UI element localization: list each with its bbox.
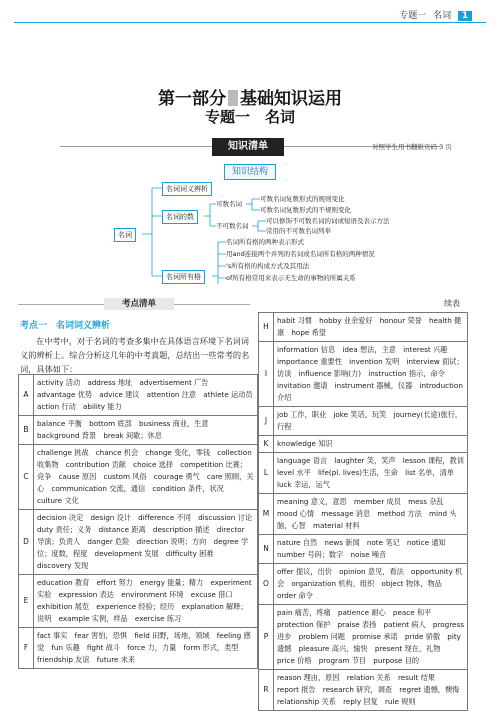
row-words: habit 习惯 hobby 业余爱好 honour 荣誉 health 健康 hope 希望	[274, 313, 468, 342]
row-words: job 工作，职业 joke 笑话，玩笑 journey(长途)旅行，行程	[274, 407, 468, 436]
uncountable-leaf: 可以修饰不可数名词的词或短语及表示方法	[266, 217, 390, 225]
row-letter: C	[19, 445, 34, 510]
row-letter: A	[19, 375, 34, 416]
vocab-row	[19, 628, 258, 669]
row-letter: P	[259, 605, 274, 670]
branch-number: 名词的数	[162, 210, 198, 224]
structure-tag: 知识结构	[224, 164, 276, 180]
row-words: challenge 挑战 chance 机会 change 变化，零钱 collection 收集物 contribution 贡献 choice 选择 competition 比赛；竞争 cause 原因 custom 风俗 courage 勇气 care 照顾，关心 communication 交流，通信 condition 条件，状况 culture 文化	[34, 445, 258, 510]
vocab-row	[259, 407, 468, 436]
row-words: pain 痛苦，疼痛 patience 耐心 peace 和平 protection 保护 praise 表扬 patient 病人 progress 进步 problem 问题 promise 承诺 pride 骄傲 pity 遗憾 pleasure 高兴，愉快 present 现在，礼物 price 价格 program 节目 purpose 目的	[274, 605, 468, 670]
banner-note: 对照学生用书翻版页码 3 页	[372, 143, 452, 151]
vocab-row	[259, 670, 468, 711]
possessive-leaf: 名词所有格的两种表示形式	[226, 238, 304, 246]
row-letter: J	[259, 407, 274, 436]
row-letter: B	[19, 416, 34, 445]
vocab-row	[259, 535, 468, 564]
possessive-leaf: 's所有格的构成方式及其用法	[226, 262, 310, 270]
uncountable-leaf: 常用的不可数名词列举	[266, 227, 331, 235]
row-letter: I	[259, 342, 274, 407]
row-words: language 语言 laughter 笑，笑声 lesson 课程，教训 level 水平 life(pl. lives)生活，生命 list 名单，清单 luck 幸运，运气	[274, 453, 468, 494]
header-rule	[14, 22, 486, 23]
possessive-leaf: 用and连接两个并列的名词或名词所有格的两种情况	[226, 250, 375, 258]
title-separator	[228, 90, 238, 106]
vocab-row	[259, 564, 468, 605]
vocab-row	[259, 494, 468, 535]
vocab-table-right	[258, 312, 472, 711]
vocab-row	[259, 453, 468, 494]
row-words: information 信息 idea 想法，主意 interest 兴趣 importance 重要性 invention 发明 interview 面试；访谈 influence 影响(力) instruction 指示，命令 invitation 邀请 instrument 器械，仪器 introduction 介绍	[274, 342, 468, 407]
row-words: fact 事实 fear 害怕，恐惧 field 田野，场地，领域 feeling 感觉 fun 乐趣 fight 战斗 force 力，力量 form 形式，类型 friendship 友谊 future 未来	[34, 628, 258, 669]
vocab-row	[19, 445, 258, 510]
vocab-row	[19, 416, 258, 445]
vocab-row	[259, 342, 468, 407]
vocab-row	[19, 375, 258, 416]
row-words: activity 活动 address 地址 advertisement 广告 advantage 优势 advice 建议 attention 注意 athlete 运动员 action 行动 ability 能力	[34, 375, 258, 416]
row-letter: L	[259, 453, 274, 494]
row-words: balance 平衡 bottom 底部 business 商业，生意 background 背景 break 间歇；休息	[34, 416, 258, 445]
vocab-row	[259, 605, 468, 670]
vocab-row	[259, 313, 468, 342]
page-header	[399, 8, 472, 21]
knowledge-list-banner: 知识清单	[212, 138, 284, 156]
tree-root: 名词	[114, 228, 136, 242]
header-section: 专题一	[399, 11, 427, 21]
row-words: decision 决定 design 设计 difference 不同 discussion 讨论 duty 责任；义务 distance 距离 description 描述 director 导演；负责人 danger 危险 direction 说明；方向 degree 学位；度数，程度 development 发展 difficulty 困难 discovery 发现	[34, 510, 258, 575]
vocab-row	[259, 436, 468, 453]
row-letter: K	[259, 436, 274, 453]
row-words: knowledge 知识	[274, 436, 468, 453]
possessive-leaf: of所有格常用来表示无生命的事物的所属关系	[226, 274, 356, 282]
row-words: meaning 意义，意思 member 成员 mess 杂乱 mood 心情 message 消息 method 方法 mind 头脑，心智 material 材料	[274, 494, 468, 535]
row-words: offer 提议，出价 opinion 意见，看法 opportunity 机会 organization 机构，组织 object 物体，物品 order 命令	[274, 564, 468, 605]
countable-leaf: 可数名词复数形式的不规则变化	[260, 206, 351, 214]
page-number: 1	[458, 11, 472, 21]
row-letter: M	[259, 494, 274, 535]
exam-point-heading: 考点一 名词词义辨析	[20, 321, 111, 331]
row-letter: D	[19, 510, 34, 575]
row-letter: H	[259, 313, 274, 342]
node-uncountable: 不可数名词	[216, 222, 249, 230]
branch-possessive: 名词所有格	[162, 270, 205, 284]
row-words: education 教育 effort 努力 energy 能量；精力 experiment 实验 expression 表达 environment 环境 excuse 借口 exhibition 展览 experience 经验；经历 explanation 解释；说明 example 实例，样品 exercise 练习	[34, 575, 258, 628]
row-letter: F	[19, 628, 34, 669]
row-letter: N	[259, 535, 274, 564]
vocab-table-left	[18, 374, 258, 669]
knowledge-tree	[100, 180, 460, 292]
branch-meaning: 名词词义辨析	[162, 182, 212, 196]
countable-leaf: 可数名词复数形式的规则变化	[260, 195, 345, 203]
header-topic: 名词	[433, 11, 452, 21]
table-continued-label: 续表	[444, 299, 460, 308]
vocab-row	[19, 510, 258, 575]
part-title-main: 第一部分	[158, 89, 226, 109]
row-letter: O	[259, 564, 274, 605]
exam-points-label: 考点清单	[104, 298, 174, 310]
node-countable: 可数名词	[216, 200, 242, 208]
topic-title: 专题一 名词	[204, 108, 295, 126]
row-letter: R	[259, 670, 274, 711]
row-words: nature 自然 news 新闻 note 笔记 notice 通知 number 号码；数字 noise 噪音	[274, 535, 468, 564]
row-letter: E	[19, 575, 34, 628]
intro-paragraph: 在中考中，对于名词的考查多集中在具体语言环境下名词词义的辨析上。综合分析这几年的中考真题，总结出一些常考的名词，具体如下：	[20, 336, 250, 374]
row-words: reason 理由，原因 relation 关系 result 结果 report 报告 research 研究，调查 regret 遗憾，懊悔 relationship 关系 reply 回复 rule 规则	[274, 670, 468, 711]
vocab-row	[19, 575, 258, 628]
part-title-rest: 基础知识运用	[240, 89, 342, 109]
